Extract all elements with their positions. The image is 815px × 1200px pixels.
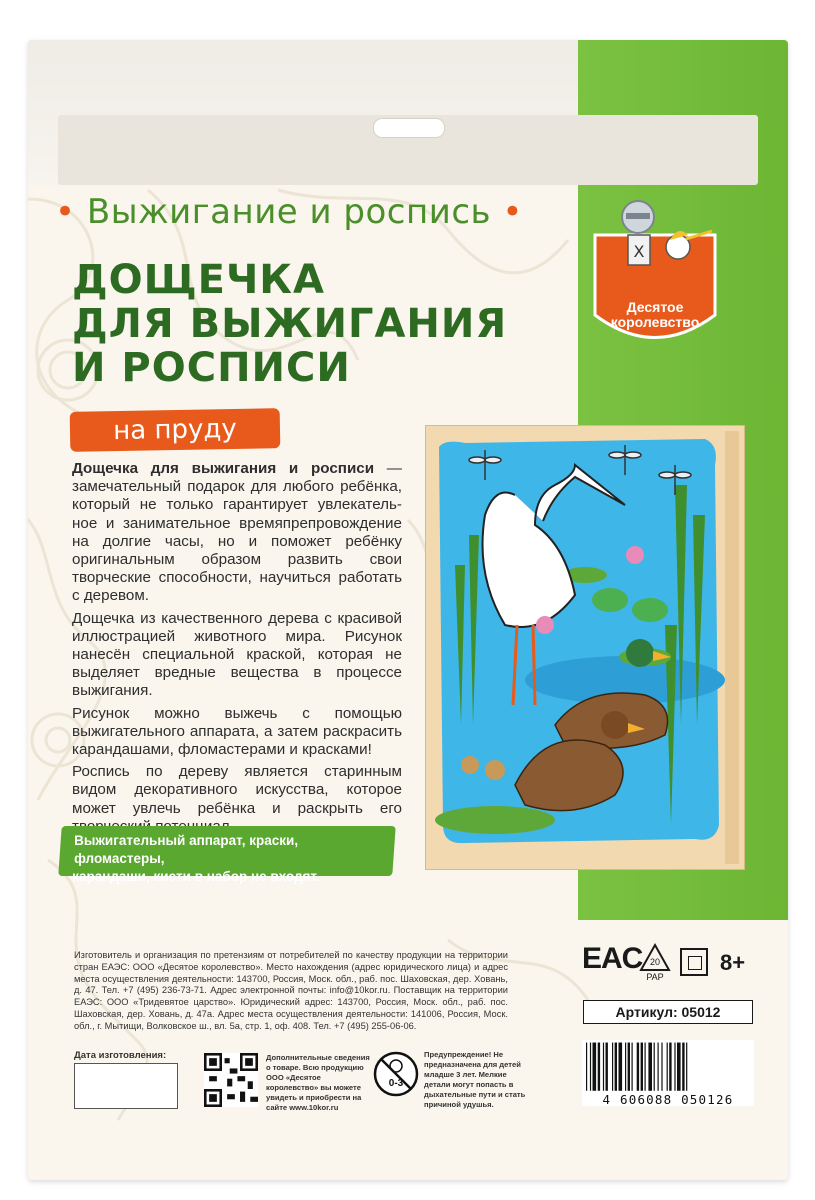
date-box bbox=[74, 1063, 178, 1109]
hanger-hole bbox=[373, 118, 445, 138]
not-for-under-3-icon bbox=[372, 1050, 420, 1098]
description-paragraph-2: Дощечка из качественного дерева с красивой иллюстрацией животного мира. Рисунок нанесён специальной краской, которая не выделяет вредные вещества в процессе выжигания. bbox=[72, 609, 402, 700]
barcode-bar bbox=[667, 1043, 668, 1091]
category-title: • Выжигание и роспись • bbox=[55, 192, 523, 232]
barcode-bar bbox=[590, 1043, 591, 1091]
legal-info: Изготовитель и организация по претензиям от потребителей по качеству продукции на территории стран ЕАЭС: ООО «Десятое королевство». Место нахождения (адрес юридического лица) и адрес места осуществления деятельности: 143700, Россия, Моск. обл., раб. пос. Шаховская, дер. Ховань, д. 47. Тел. +7 (495) 236-73-71. Адрес электронной почты: info@10kor.ru. Поставщик на территории ЕАЭС: ООО «Тридевятое царство». Юридический адрес: 143700, Россия, Моск. обл., раб. пос. Шаховская, дер. Ховань, д. 47а. Адрес места осуществления деятельности: 141006, Россия, Моск. обл., г. Мытищи, Волковское ш., вл. 5а, стр. 1, оф. 408. Тел. +7 (495) 255-06-06. bbox=[74, 950, 508, 1031]
description-paragraph-3: Рисунок можно выжечь с помощью выжигательного аппарата, а затем раскрасить карандашами, фломастерами и красками! bbox=[72, 704, 402, 759]
barcode-bar bbox=[598, 1043, 600, 1091]
barcode-bar bbox=[654, 1043, 655, 1091]
product-board-illustration bbox=[425, 425, 745, 870]
product-title bbox=[72, 258, 507, 390]
article-number: Артикул: 05012 bbox=[583, 1000, 753, 1024]
barcode-bar bbox=[632, 1043, 633, 1091]
svg-text:X: X bbox=[633, 242, 645, 261]
product-title-line-2: ДЛЯ ВЫЖИГАНИЯ bbox=[72, 301, 508, 347]
product-title-line-1: ДОЩЕЧКА bbox=[72, 257, 325, 303]
qr-description: Дополнительные сведения о товаре. Всю продукцию ООО «Десятое королевство» вы можете увидеть и приобрести на сайте www.10kor.ru bbox=[266, 1053, 370, 1112]
barcode-bar bbox=[628, 1043, 630, 1091]
brand-logo bbox=[590, 195, 720, 355]
certification-marks bbox=[582, 940, 762, 988]
eac-mark: EAC bbox=[582, 942, 643, 975]
recycle-icon bbox=[637, 942, 673, 982]
recycle-label: PAP bbox=[646, 972, 664, 982]
barcode-bar bbox=[677, 1043, 681, 1091]
product-title-line-3: И РОСПИСИ bbox=[72, 345, 351, 391]
barcode-bar bbox=[674, 1043, 675, 1091]
barcode-bar bbox=[593, 1043, 597, 1091]
barcode-bar bbox=[645, 1043, 646, 1091]
barcode-bar bbox=[658, 1043, 659, 1091]
barcode-bar bbox=[661, 1043, 662, 1091]
not-included-note: Выжигательный аппарат, краски, фломастеры, карандаши, кисти в набор не входят. bbox=[58, 826, 395, 876]
age-ban-label: 0-3 bbox=[388, 1078, 404, 1089]
barcode-bar bbox=[612, 1043, 613, 1091]
barcode-bar bbox=[637, 1043, 639, 1091]
barcode-bar bbox=[619, 1043, 623, 1091]
qr-code-icon bbox=[204, 1053, 258, 1107]
product-description bbox=[72, 460, 402, 840]
brand-name: Десятое королевство bbox=[610, 299, 700, 330]
barcode-bar bbox=[603, 1043, 604, 1091]
barcode-bar bbox=[682, 1043, 684, 1091]
package-icon bbox=[680, 948, 708, 976]
date-label: Дата изготовления: bbox=[74, 1050, 167, 1061]
age-rating: 8+ bbox=[720, 950, 746, 975]
barcode-bar bbox=[669, 1043, 671, 1091]
barcode-bar bbox=[586, 1043, 587, 1091]
barcode-bar bbox=[606, 1043, 608, 1091]
variant-badge: на пруду bbox=[70, 408, 281, 452]
barcode-bar bbox=[625, 1043, 626, 1091]
barcode-bar bbox=[641, 1043, 643, 1091]
warning-text: Предупреждение! Не предназначена для детей младше 3 лет. Мелкие детали могут попасть в дыхательные пути и стать причиной удушья. bbox=[424, 1050, 526, 1109]
description-paragraph-1: Дощечка для выжигания и росписи — замечательный подарок для любого ребёнка, который не только гарантирует увлекатель-ное и занимательное времяпрепровождение на долгие часы, но и поможет ребёнку оригинальным образом развить свои творческие способности, научиться работать с деревом. bbox=[72, 460, 402, 605]
barcode-bar bbox=[615, 1043, 617, 1091]
description-paragraph-4: Роспись по дереву является старинным видом декоративного искусства, которое может увлечь ребёнка и раскрыть его bbox=[72, 763, 402, 817]
barcode-digits: 4 606088 050126 bbox=[602, 1092, 734, 1107]
barcode-bar bbox=[686, 1043, 687, 1091]
recycle-code: 20 bbox=[649, 957, 661, 967]
barcode-bar bbox=[648, 1043, 652, 1091]
